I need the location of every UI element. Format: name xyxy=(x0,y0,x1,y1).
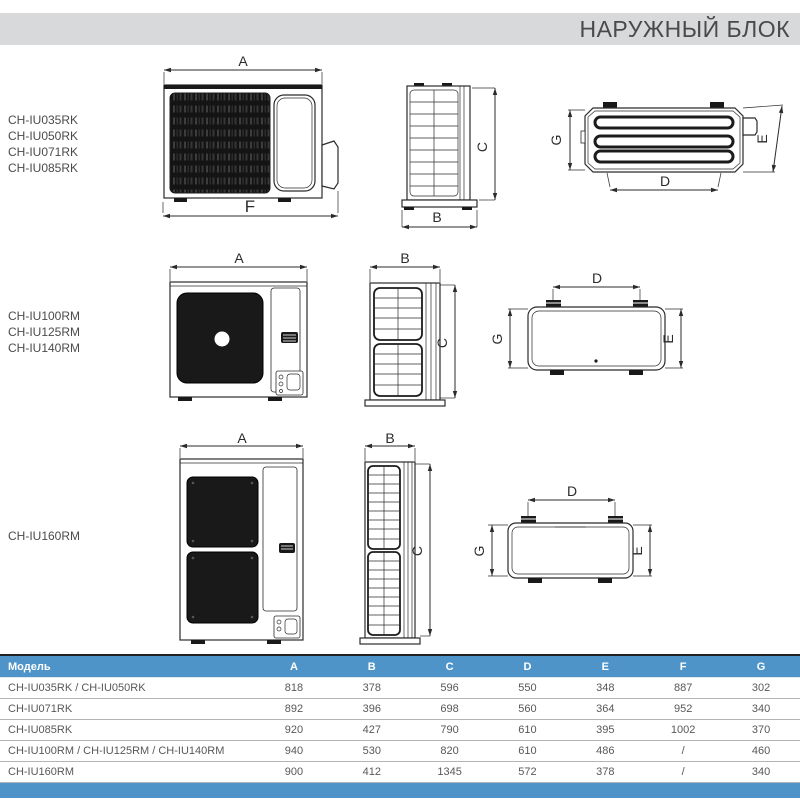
value-cell: 900 xyxy=(255,762,333,783)
model-cell: CH-IU071RK xyxy=(0,699,255,720)
model-cell: CH-IU100RM / CH-IU125RM / CH-IU140RM xyxy=(0,741,255,762)
model-label: CH-IU140RM xyxy=(8,341,81,355)
dim-label-a: A xyxy=(237,430,247,446)
value-cell: 370 xyxy=(722,720,800,741)
model-labels-group-160rm xyxy=(8,528,80,544)
dim-label-f: F xyxy=(244,197,256,216)
dimensions-table-section xyxy=(0,654,800,800)
column-header-d: D xyxy=(489,656,567,678)
dim-label-b: B xyxy=(385,430,395,446)
model-label: CH-IU035RK xyxy=(8,113,79,127)
dim-label-c: C xyxy=(434,337,450,349)
side-view-drawing-rm xyxy=(358,250,470,407)
value-cell: 427 xyxy=(333,720,411,741)
column-header-e: E xyxy=(566,656,644,678)
value-cell: 378 xyxy=(566,762,644,783)
value-cell: 920 xyxy=(255,720,333,741)
value-cell: 820 xyxy=(411,741,489,762)
table-row xyxy=(0,762,800,783)
value-cell: 818 xyxy=(255,678,333,699)
model-labels-group-rm xyxy=(8,308,80,356)
header-bar xyxy=(0,13,800,45)
column-header-c: C xyxy=(411,656,489,678)
value-cell: 412 xyxy=(333,762,411,783)
value-cell: 610 xyxy=(489,720,567,741)
value-cell: 790 xyxy=(411,720,489,741)
model-label: CH-IU125RM xyxy=(8,325,81,339)
dim-label-d: D xyxy=(566,483,578,499)
model-cell: CH-IU035RK / CH-IU050RK xyxy=(0,678,255,699)
value-cell: / xyxy=(644,762,722,783)
dim-label-e: E xyxy=(660,334,676,344)
dim-label-b: B xyxy=(432,209,442,225)
dim-label-g: G xyxy=(471,545,487,557)
value-cell: 610 xyxy=(489,741,567,762)
value-cell: / xyxy=(644,741,722,762)
table-row xyxy=(0,741,800,762)
value-cell: 1002 xyxy=(644,720,722,741)
table-header-row xyxy=(0,656,800,678)
value-cell: 302 xyxy=(722,678,800,699)
value-cell: 340 xyxy=(722,762,800,783)
column-header-model: Модель xyxy=(0,656,255,678)
dimensions-table xyxy=(0,656,800,783)
dim-label-c: C xyxy=(474,141,490,153)
dim-label-a: A xyxy=(238,53,248,69)
value-cell: 378 xyxy=(333,678,411,699)
model-label: CH-IU050RK xyxy=(8,129,79,143)
front-view-drawing-rk xyxy=(150,55,350,225)
table-row xyxy=(0,699,800,720)
value-cell: 596 xyxy=(411,678,489,699)
value-cell: 952 xyxy=(644,699,722,720)
column-header-b: B xyxy=(333,656,411,678)
table-row xyxy=(0,720,800,741)
dim-label-e: E xyxy=(754,134,770,144)
value-cell: 486 xyxy=(566,741,644,762)
model-cell: CH-IU085RK xyxy=(0,720,255,741)
dim-label-d: D xyxy=(591,270,603,286)
footer-accent-bar xyxy=(0,783,800,798)
value-cell: 572 xyxy=(489,762,567,783)
value-cell: 348 xyxy=(566,678,644,699)
dim-label-a: A xyxy=(234,250,244,266)
column-header-a: A xyxy=(255,656,333,678)
model-label: CH-IU071RK xyxy=(8,145,79,159)
value-cell: 396 xyxy=(333,699,411,720)
top-view-drawing-160rm xyxy=(471,480,675,598)
page-title: НАРУЖНЫЙ БЛОК xyxy=(579,16,790,42)
column-header-g: G xyxy=(722,656,800,678)
value-cell: 530 xyxy=(333,741,411,762)
front-view-drawing-rm xyxy=(150,250,350,407)
dim-label-e: E xyxy=(629,546,645,556)
column-header-f: F xyxy=(644,656,722,678)
value-cell: 364 xyxy=(566,699,644,720)
value-cell: 560 xyxy=(489,699,567,720)
value-cell: 340 xyxy=(722,699,800,720)
dim-label-c: C xyxy=(409,545,425,557)
model-labels-group-rk xyxy=(8,112,78,176)
value-cell: 887 xyxy=(644,678,722,699)
model-cell: CH-IU160RM xyxy=(0,762,255,783)
dim-label-b: B xyxy=(400,250,410,266)
side-view-drawing-160rm xyxy=(350,430,450,647)
table-row xyxy=(0,678,800,699)
value-cell: 550 xyxy=(489,678,567,699)
dim-label-g: G xyxy=(489,333,505,345)
side-view-drawing-rk xyxy=(390,55,520,235)
top-view-drawing-rk xyxy=(545,93,800,201)
dim-label-g: G xyxy=(548,134,564,146)
model-label: CH-IU085RK xyxy=(8,161,79,175)
top-view-drawing-rm xyxy=(489,262,695,388)
value-cell: 698 xyxy=(411,699,489,720)
dim-label-d: D xyxy=(659,173,671,189)
value-cell: 1345 xyxy=(411,762,489,783)
model-label: CH-IU100RM xyxy=(8,309,81,323)
value-cell: 940 xyxy=(255,741,333,762)
model-label: CH-IU160RM xyxy=(8,529,81,543)
value-cell: 395 xyxy=(566,720,644,741)
front-view-drawing-160rm xyxy=(155,430,355,647)
value-cell: 460 xyxy=(722,741,800,762)
value-cell: 892 xyxy=(255,699,333,720)
